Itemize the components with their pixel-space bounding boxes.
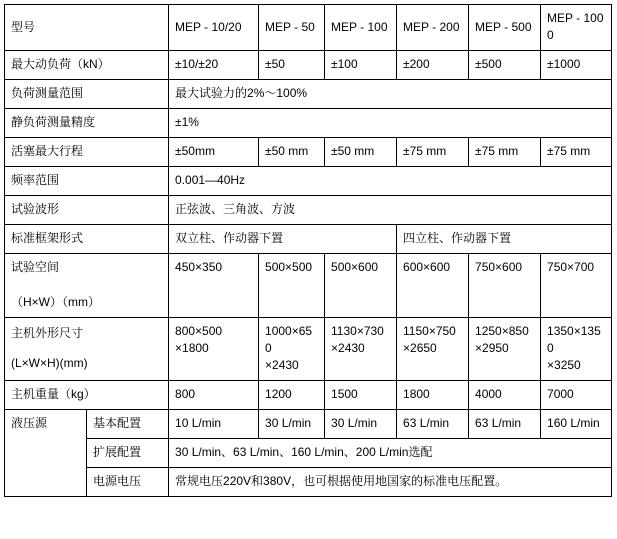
cell-test-space-3: 500×600	[325, 253, 397, 317]
sub-label-basic-config: 基本配置	[87, 409, 169, 438]
cell-overall-dimensions-1-line1: 800×500	[175, 323, 223, 338]
cell-waveform-value: 正弦波、三角波、方波	[169, 195, 612, 224]
table-row	[5, 380, 612, 409]
cell-basic-config-3: 30 L/min	[325, 409, 397, 438]
cell-max-dynamic-load-2: ±50	[259, 50, 325, 79]
cell-overall-dimensions-1-line2: ×1800	[175, 340, 209, 355]
cell-machine-weight-6: 7000	[541, 380, 612, 409]
cell-overall-dimensions-5-line1: 1250×850	[475, 323, 529, 338]
cell-extended-config-value: 30 L/min、63 L/min、160 L/min、200 L/min选配	[169, 438, 612, 467]
cell-piston-stroke-1: ±50mm	[169, 137, 259, 166]
table-header-row	[5, 5, 612, 51]
cell-overall-dimensions-6-line1: 1350×1350	[547, 323, 601, 355]
cell-overall-dimensions-2-line1: 1000×650	[265, 323, 313, 355]
row-label-machine-weight: 主机重量（kg）	[5, 380, 169, 409]
table-row	[5, 166, 612, 195]
cell-machine-weight-4: 1800	[397, 380, 469, 409]
header-model-4: MEP - 200	[397, 5, 469, 51]
header-model-6: MEP - 1000	[541, 5, 612, 51]
sub-label-power-voltage: 电源电压	[87, 467, 169, 496]
cell-overall-dimensions-5	[469, 317, 541, 380]
cell-machine-weight-2: 1200	[259, 380, 325, 409]
cell-basic-config-4: 63 L/min	[397, 409, 469, 438]
cell-overall-dimensions-3	[325, 317, 397, 380]
cell-test-space-2: 500×500	[259, 253, 325, 317]
cell-max-dynamic-load-4: ±200	[397, 50, 469, 79]
cell-overall-dimensions-2-line2: ×2430	[265, 358, 299, 373]
table-row	[5, 79, 612, 108]
cell-max-dynamic-load-1: ±10/±20	[169, 50, 259, 79]
cell-piston-stroke-4: ±75 mm	[397, 137, 469, 166]
cell-basic-config-6: 160 L/min	[541, 409, 612, 438]
row-label-overall-dimensions	[5, 317, 169, 380]
row-label-static-accuracy: 静负荷测量精度	[5, 108, 169, 137]
table-row	[5, 137, 612, 166]
cell-piston-stroke-2: ±50 mm	[259, 137, 325, 166]
cell-max-dynamic-load-5: ±500	[469, 50, 541, 79]
row-label-load-range: 负荷测量范围	[5, 79, 169, 108]
cell-test-space-4: 600×600	[397, 253, 469, 317]
cell-machine-weight-1: 800	[169, 380, 259, 409]
cell-overall-dimensions-2	[259, 317, 325, 380]
cell-piston-stroke-3: ±50 mm	[325, 137, 397, 166]
row-label-test-space-line1: 试验空间	[11, 259, 60, 274]
table-row	[5, 438, 612, 467]
row-label-overall-dimensions-line2: (L×W×H)(mm)	[11, 355, 88, 370]
row-label-piston-stroke: 活塞最大行程	[5, 137, 169, 166]
cell-overall-dimensions-4	[397, 317, 469, 380]
cell-overall-dimensions-5-line2: ×2950	[475, 340, 509, 355]
cell-test-space-5: 750×600	[469, 253, 541, 317]
table-row	[5, 108, 612, 137]
table-row	[5, 195, 612, 224]
cell-piston-stroke-6: ±75 mm	[541, 137, 612, 166]
cell-basic-config-2: 30 L/min	[259, 409, 325, 438]
cell-power-voltage-value: 常规电压220V和380V，也可根据使用地国家的标准电压配置。	[169, 467, 612, 496]
cell-overall-dimensions-6	[541, 317, 612, 380]
cell-max-dynamic-load-6: ±1000	[541, 50, 612, 79]
row-label-frequency-range: 频率范围	[5, 166, 169, 195]
cell-max-dynamic-load-3: ±100	[325, 50, 397, 79]
table-row	[5, 409, 612, 438]
cell-overall-dimensions-4-line2: ×2650	[403, 340, 437, 355]
specification-table	[4, 4, 612, 497]
row-label-hydraulic-source: 液压源	[5, 409, 87, 496]
cell-piston-stroke-5: ±75 mm	[469, 137, 541, 166]
cell-frequency-range-value: 0.001—40Hz	[169, 166, 612, 195]
row-label-max-dynamic-load: 最大动负荷（kN）	[5, 50, 169, 79]
cell-overall-dimensions-6-line2: ×3250	[547, 358, 581, 373]
cell-load-range-value: 最大试验力的2%～100%	[169, 79, 612, 108]
header-model-5: MEP - 500	[469, 5, 541, 51]
cell-frame-type-right: 四立柱、作动器下置	[397, 224, 612, 253]
cell-overall-dimensions-1	[169, 317, 259, 380]
header-label: 型号	[5, 5, 169, 51]
cell-frame-type-left: 双立柱、作动器下置	[169, 224, 397, 253]
row-label-frame-type: 标准框架形式	[5, 224, 169, 253]
table-row	[5, 224, 612, 253]
header-model-1: MEP - 10/20	[169, 5, 259, 51]
cell-basic-config-5: 63 L/min	[469, 409, 541, 438]
cell-machine-weight-3: 1500	[325, 380, 397, 409]
header-model-3: MEP - 100	[325, 5, 397, 51]
cell-machine-weight-5: 4000	[469, 380, 541, 409]
cell-overall-dimensions-3-line2: ×2430	[331, 340, 365, 355]
row-label-test-space	[5, 253, 169, 317]
cell-test-space-6: 750×700	[541, 253, 612, 317]
row-label-test-space-line2: （H×W）（mm）	[11, 295, 100, 310]
sub-label-extended-config: 扩展配置	[87, 438, 169, 467]
cell-test-space-1: 450×350	[169, 253, 259, 317]
cell-static-accuracy-value: ±1%	[169, 108, 612, 137]
cell-basic-config-1: 10 L/min	[169, 409, 259, 438]
table-row	[5, 467, 612, 496]
cell-overall-dimensions-4-line1: 1150×750	[403, 323, 456, 338]
header-model-2: MEP - 50	[259, 5, 325, 51]
row-label-overall-dimensions-line1: 主机外形尺寸	[11, 326, 84, 341]
table-row	[5, 50, 612, 79]
cell-overall-dimensions-3-line1: 1130×730	[331, 323, 384, 338]
row-label-waveform: 试验波形	[5, 195, 169, 224]
